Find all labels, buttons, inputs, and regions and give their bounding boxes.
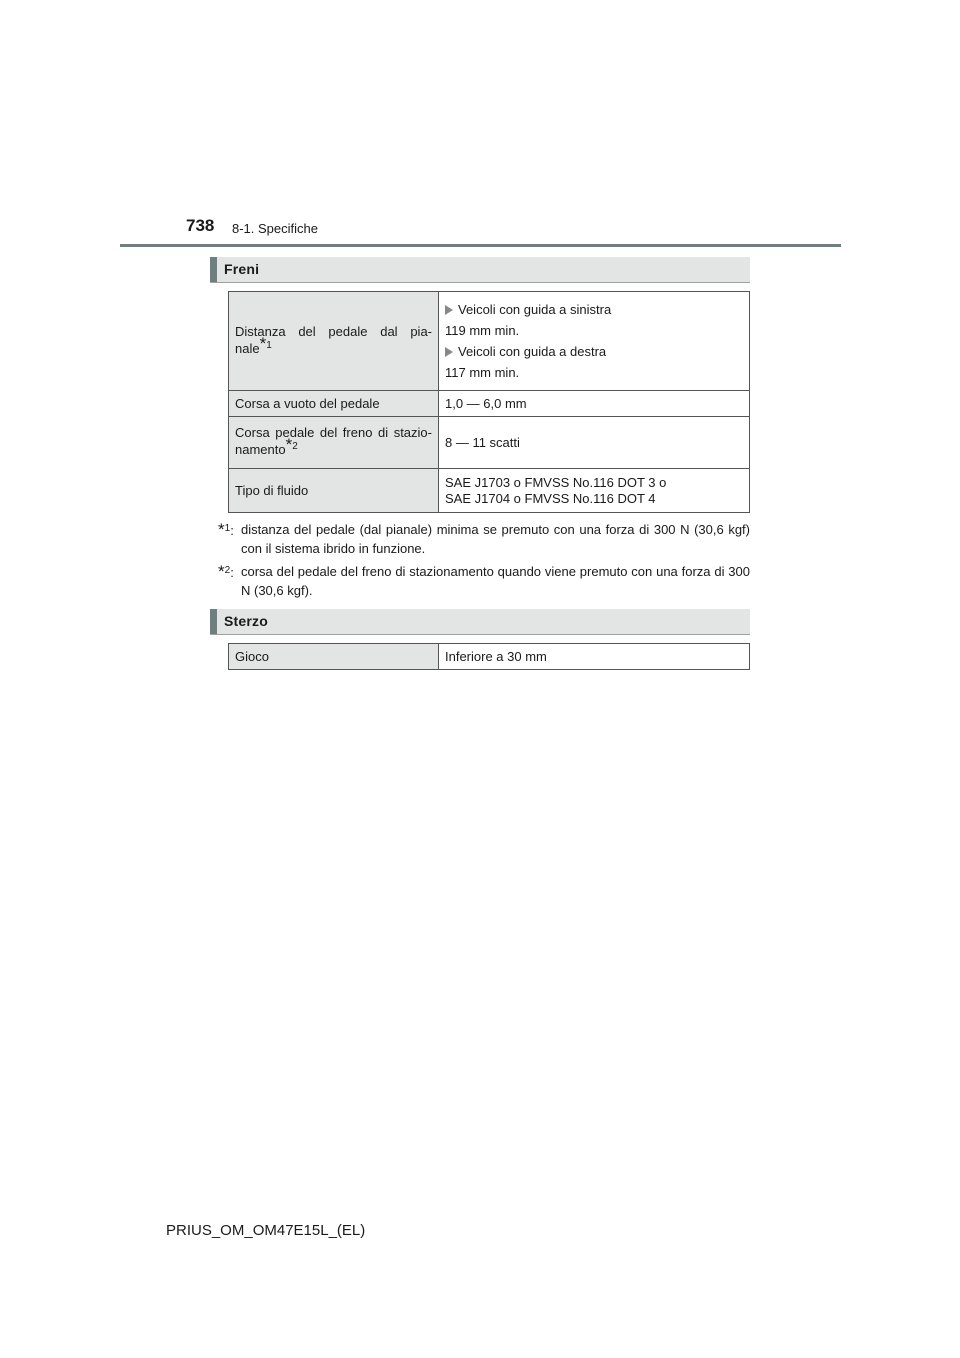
value-line: SAE J1704 o FMVSS No.116 DOT 4 xyxy=(445,490,656,506)
label-line: namento xyxy=(235,442,286,457)
triangle-bullet-icon xyxy=(445,347,453,357)
heading-accent xyxy=(210,609,217,634)
table-row xyxy=(229,417,750,469)
row-value: 8 — 11 scatti xyxy=(439,417,750,469)
steering-heading-text: Sterzo xyxy=(224,613,268,629)
header-rule xyxy=(120,244,841,247)
brakes-table xyxy=(228,291,750,513)
footnote-mark: * xyxy=(285,435,293,454)
row-value xyxy=(439,469,750,513)
label-line: Corsa pedale del freno di stazio- xyxy=(235,425,432,440)
steering-heading xyxy=(210,609,750,635)
row-label xyxy=(229,417,439,469)
row-label: Corsa a vuoto del pedale xyxy=(229,391,439,417)
label-line: Distanza del pedale dal pia- xyxy=(235,323,432,339)
value-line: 117 mm min. xyxy=(445,364,520,380)
footnote xyxy=(218,520,750,558)
document-code: PRIUS_OM_OM47E15L_(EL) xyxy=(166,1222,366,1239)
footnote-marker: *$^2$: xyxy=(218,562,234,581)
table-row xyxy=(229,391,750,417)
table-row xyxy=(229,292,750,391)
value-line: 119 mm min. xyxy=(445,322,520,338)
footnote-text: corsa del pedale del freno di stazionamento quando viene premuto con una forza di 300 N (30,6 kgf). xyxy=(241,564,750,598)
footnote-marker: *$^1$: xyxy=(218,520,234,539)
footnote-text: distanza del pedale (dal pianale) minima se premuto con una forza di 300 N (30,6 kgf) con il sistema ibrido in funzione. xyxy=(241,522,750,556)
heading-accent xyxy=(210,257,217,282)
brakes-heading xyxy=(210,257,750,283)
page-number: 738 xyxy=(186,216,215,235)
table-row xyxy=(229,644,750,670)
row-label: Tipo di fluido xyxy=(229,469,439,513)
value-line xyxy=(445,302,743,318)
footnote-number: 1 xyxy=(266,339,272,351)
row-value: 1,0 — 6,0 mm xyxy=(439,391,750,417)
value-line xyxy=(445,344,743,360)
section-label: 8-1. Specifiche xyxy=(232,221,318,236)
row-value: Inferiore a 30 mm xyxy=(439,644,750,670)
footnote-number: 2 xyxy=(292,441,298,452)
table-row xyxy=(229,469,750,513)
row-value xyxy=(439,292,750,391)
value-line: SAE J1703 o FMVSS No.116 DOT 3 o xyxy=(445,474,667,490)
steering-table xyxy=(228,643,750,670)
row-label xyxy=(229,292,439,391)
brakes-heading-text: Freni xyxy=(224,261,260,277)
bullet-text: Veicoli con guida a destra xyxy=(458,343,607,359)
row-label: Gioco xyxy=(229,644,439,670)
label-line: nale xyxy=(235,340,260,356)
triangle-bullet-icon xyxy=(445,305,453,315)
footnote xyxy=(218,562,750,600)
footnote-mark: * xyxy=(259,333,267,353)
bullet-text: Veicoli con guida a sinistra xyxy=(458,301,612,317)
